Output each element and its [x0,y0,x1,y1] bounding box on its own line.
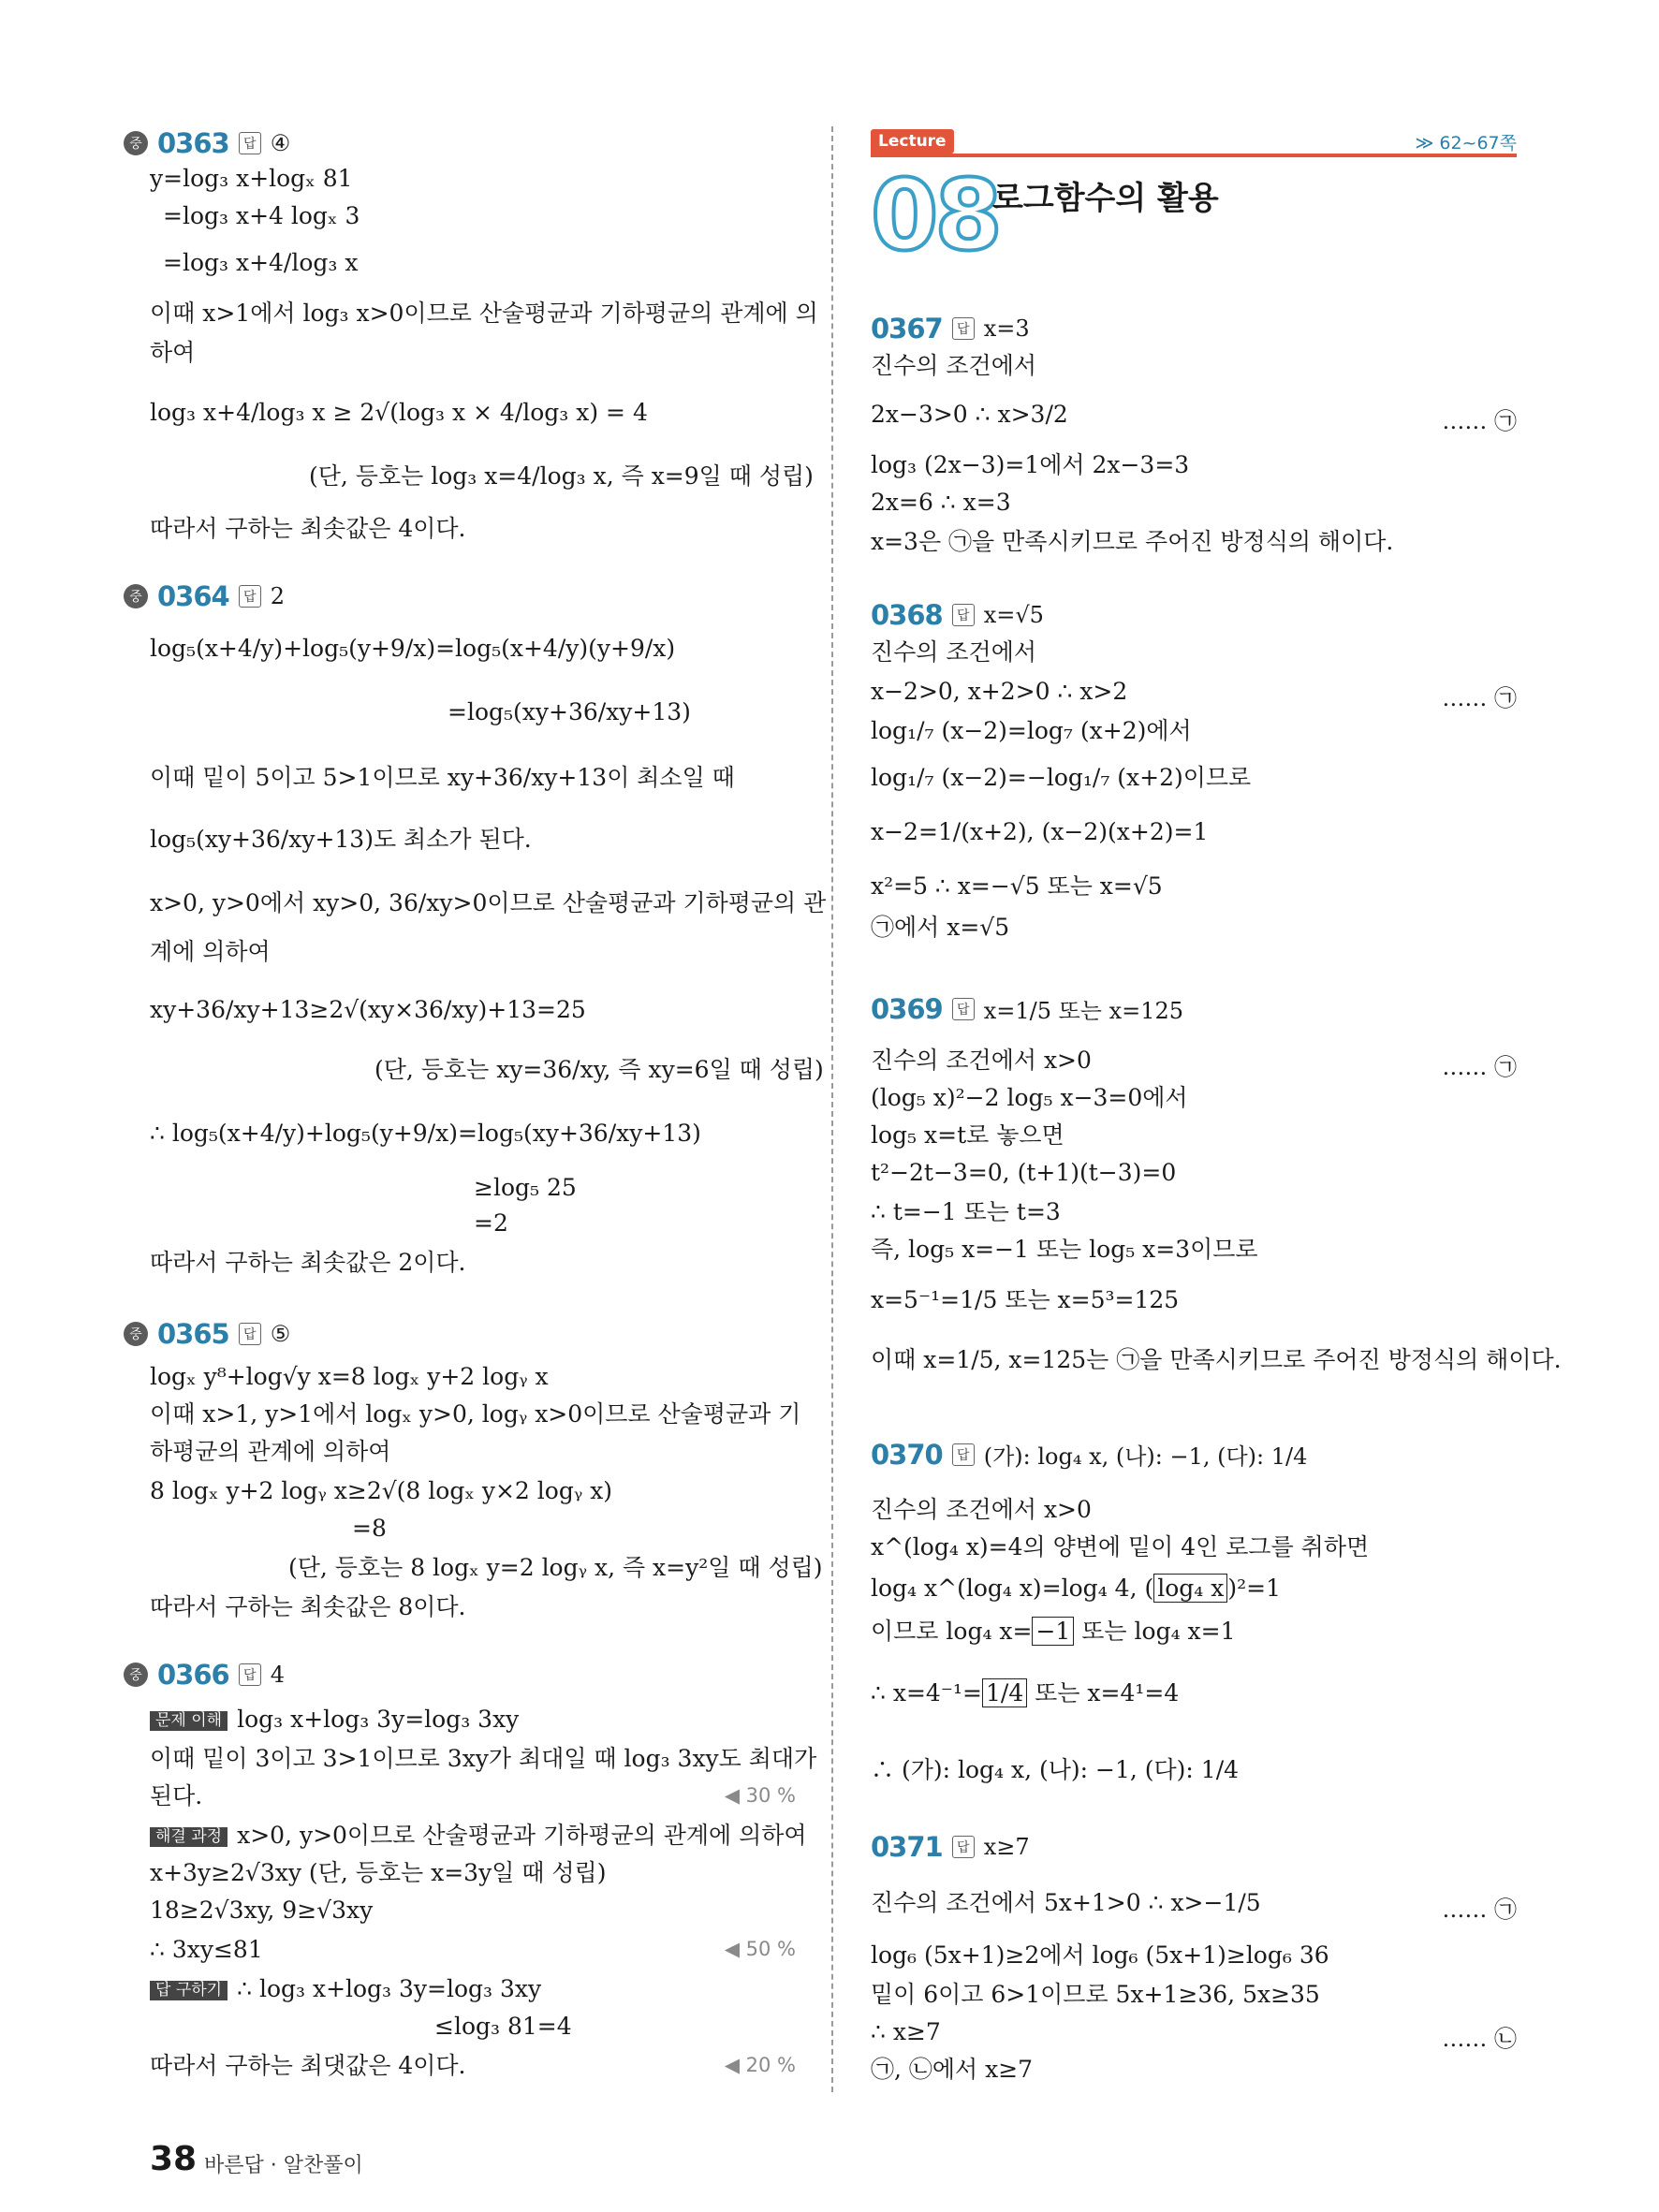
solution-line: 이때 x>1, y>1에서 logₓ y>0, logᵧ x>0이므로 산술평균과 기 [150,1400,801,1428]
solution-line: 따라서 구하는 최댓값은 4이다. [150,2052,466,2079]
solution-line: ∴ log₅(x+4/y)+log₅(y+9/x)=log₅(xy+36/xy+13) [150,1120,701,1147]
solution-line: 18≥2√3xy, 9≥√3xy [150,1897,374,1924]
solution-line: x²=5 ∴ x=−√5 또는 x=√5 [871,872,1163,900]
answer-value: x≥7 [983,1834,1030,1860]
answer-value: 2 [270,583,285,609]
condition-mark: …… ㉠ [1442,685,1517,711]
answer-icon: 답 [239,585,261,608]
solution-line: 된다. [150,1782,203,1809]
solution-line: xy+36/xy+13≥2√(xy×36/xy)+13=25 [150,996,586,1023]
solution-line: logₓ y⁸+log√y x=8 logₓ y+2 logᵧ x [150,1363,549,1390]
solution-line: 따라서 구하는 최솟값은 2이다. [150,1249,466,1276]
answer-value: ④ [270,130,291,156]
solution-line: y=log₃ x+logₓ 81 [150,165,353,192]
solution-line: =2 [474,1209,508,1237]
solution-line: ∴ t=−1 또는 t=3 [871,1198,1061,1225]
solution-line [871,1576,1281,1600]
problem-number: 0365 [157,1318,229,1350]
score-percent: ◀ 50 % [724,1938,796,1960]
solution-line: x−2>0, x+2>0 ∴ x>2 [871,678,1128,705]
solution-line: =log₃ x+4 logₓ 3 [163,202,360,229]
solution-line: x+3y≥2√3xy (단, 등호는 x=3y일 때 성립) [150,1859,607,1886]
solution-line: log₆ (5x+1)≥2에서 log₆ (5x+1)≥log₆ 36 [871,1941,1329,1969]
answer-icon: 답 [952,998,975,1020]
solution-line: =8 [352,1515,387,1542]
solution-line: x=3은 ㉠을 만족시키므로 주어진 방정식의 해이다. [871,528,1394,555]
condition-mark: …… ㉠ [1442,1054,1517,1080]
problem-number: 0371 [871,1831,943,1863]
blank-box: 1/4 [982,1678,1027,1707]
answer-value: x=√5 [983,602,1044,628]
difficulty-medal-icon: 중 [124,584,148,608]
problem-0365-header [124,1318,290,1350]
solution-line: 진수의 조건에서 x>0 [871,1496,1092,1523]
footer-title: 바른답 · 알찬풀이 [204,2154,363,2177]
problem-0370-header [871,1438,1307,1471]
problem-0363-header [124,127,290,159]
solution-line: log₃ x+log₃ 3y=log₃ 3xy [237,1706,520,1733]
step-tag: 해결 과정 [150,1827,228,1847]
lecture-tag: Lecture [871,129,954,154]
answer-value: x=3 [983,315,1030,342]
answer-icon: 답 [952,1443,975,1466]
solution-line: 하평균의 관계에 의하여 [150,1438,391,1465]
answer-value: (가): log₄ x, (나): −1, (다): 1/4 [983,1443,1308,1470]
text-part: 또는 log₄ x=1 [1074,1618,1236,1645]
column-divider [831,126,833,2092]
solution-line: 2x=6 ∴ x=3 [871,489,1011,516]
solution-line: ∴ x≥7 [871,2018,941,2045]
answer-icon: 답 [952,1836,975,1858]
solution-line: log₁/₇ (x−2)=log₇ (x+2)에서 [871,717,1192,744]
step-tag: 문제 이해 [150,1711,228,1731]
solution-line: ∴ log₃ x+log₃ 3y=log₃ 3xy [237,1975,542,2002]
solution-line: ≥log₅ 25 [474,1174,577,1201]
solution-line: 진수의 조건에서 [871,638,1036,666]
solution-step [150,1977,541,2000]
answer-icon: 답 [952,317,975,340]
condition-mark: …… ㉡ [1442,2026,1517,2052]
problem-number: 0363 [157,127,229,159]
difficulty-medal-icon: 중 [124,131,148,155]
problem-0369-header [871,992,1183,1025]
answer-value: 4 [270,1662,285,1688]
solution-line: 진수의 조건에서 5x+1>0 ∴ x>−1/5 [871,1889,1261,1916]
score-percent: ◀ 20 % [724,2054,796,2076]
score-percent: ◀ 30 % [724,1784,796,1807]
problem-0366-header [124,1659,285,1691]
solution-line: t²−2t−3=0, (t+1)(t−3)=0 [871,1159,1177,1186]
solution-line: x>0, y>0에서 xy>0, 36/xy>0이므로 산술평균과 기하평균의 관 [150,889,827,916]
difficulty-medal-icon: 중 [124,1663,148,1687]
blank-box: log₄ x [1153,1574,1227,1603]
solution-step [150,1707,519,1731]
solution-line: x−2=1/(x+2), (x−2)(x+2)=1 [871,818,1209,845]
text-part: ∴ x=4⁻¹= [871,1679,982,1707]
solution-line: 하여 [150,339,196,366]
solution-line: =log₃ x+4/log₃ x [163,249,359,276]
problem-number: 0367 [871,313,943,344]
text-part: log₄ x^(log₄ x)=log₄ 4, ( [871,1575,1154,1602]
solution-line: =log₅(xy+36/xy+13) [448,698,691,725]
answer-icon: 답 [239,1663,261,1686]
answer-value: x=1/5 또는 x=125 [983,998,1184,1024]
solution-line: x>0, y>0이므로 산술평균과 기하평균의 관계에 의하여 [237,1822,807,1849]
step-tag: 답 구하기 [150,1981,228,2000]
solution-line: ㉠에서 x=√5 [871,914,1010,941]
solution-line: 따라서 구하는 최솟값은 8이다. [150,1593,466,1620]
solution-line: 계에 의하여 [150,938,271,965]
answer-icon: 답 [239,1323,261,1345]
condition-mark: …… ㉠ [1442,1897,1517,1923]
solution-line: 즉, log₅ x=−1 또는 log₅ x=3이므로 [871,1236,1258,1263]
solution-line: 진수의 조건에서 x>0 [871,1047,1092,1074]
solution-line: ≤log₃ 81=4 [434,2013,572,2040]
text-part: 이므로 log₄ x= [871,1618,1033,1645]
solution-line: log₃ (2x−3)=1에서 2x−3=3 [871,451,1190,478]
problem-0371-header [871,1831,1030,1863]
solution-line: (단, 등호는 log₃ x=4/log₃ x, 즉 x=9일 때 성립) [309,462,814,490]
text-part: )²=1 [1227,1575,1281,1602]
solution-line: log₅(x+4/y)+log₅(y+9/x)=log₅(x+4/y)(y+9/x) [150,635,676,662]
solution-line: x=5⁻¹=1/5 또는 x=5³=125 [871,1286,1180,1313]
solution-line: (단, 등호는 xy=36/xy, 즉 xy=6일 때 성립) [374,1056,824,1083]
problem-number: 0370 [871,1438,943,1471]
solution-line: log₁/₇ (x−2)=−log₁/₇ (x+2)이므로 [871,764,1252,791]
page-reference: ≫ 62~67쪽 [1415,133,1517,154]
problem-0367-header [871,313,1030,344]
solution-line: (단, 등호는 8 logₓ y=2 logᵧ x, 즉 x=y²일 때 성립) [288,1554,823,1581]
solution-line: 2x−3>0 ∴ x>3/2 [871,401,1068,428]
problem-number: 0366 [157,1659,229,1691]
text-part: 또는 x=4¹=4 [1027,1679,1180,1707]
problem-number: 0364 [157,580,229,612]
solution-line: 이때 x>1에서 log₃ x>0이므로 산술평균과 기하평균의 관계에 의 [150,300,818,327]
answer-icon: 답 [239,132,261,154]
solution-line: 진수의 조건에서 [871,352,1036,379]
solution-line [871,1681,1179,1705]
solution-line: 이때 밑이 5이고 5>1이므로 xy+36/xy+13이 최소일 때 [150,764,735,791]
solution-line: 8 logₓ y+2 logᵧ x≥2√(8 logₓ y×2 logᵧ x) [150,1477,613,1504]
solution-line: ∴ 3xy≤81 [150,1936,263,1963]
answer-value: ⑤ [270,1321,291,1347]
solution-line: 밑이 6이고 6>1이므로 5x+1≥36, 5x≥35 [871,1981,1320,2008]
lecture-title: 로그함수의 활용 [992,180,1219,217]
problem-number: 0369 [871,992,943,1025]
solution-line: log₅ x=t로 놓으면 [871,1121,1064,1149]
difficulty-medal-icon: 중 [124,1322,148,1346]
solution-line: (log₅ x)²−2 log₅ x−3=0에서 [871,1084,1188,1111]
blank-box: −1 [1032,1617,1074,1646]
lecture-rule [871,154,1517,157]
solution-line: ㉠, ㉡에서 x≥7 [871,2056,1034,2083]
solution-line: ∴ (가): log₄ x, (나): −1, (다): 1/4 [871,1756,1240,1783]
solution-line: 이때 x=1/5, x=125는 ㉠을 만족시키므로 주어진 방정식의 해이다. [871,1346,1562,1373]
solution-line: log₃ x+4/log₃ x ≥ 2√(log₃ x × 4/log₃ x) = 4 [150,399,648,426]
solution-step [150,1824,807,1847]
solution-line: x^(log₄ x)=4의 양변에 밑이 4인 로그를 취하면 [871,1533,1370,1560]
solution-line [871,1619,1236,1643]
problem-0364-header [124,580,285,612]
lecture-number: 08 [871,158,999,272]
solution-line: 따라서 구하는 최솟값은 4이다. [150,515,466,542]
page-number: 38 [150,2140,198,2178]
problem-0368-header [871,599,1044,631]
problem-number: 0368 [871,599,943,631]
answer-icon: 답 [952,604,975,626]
condition-mark: …… ㉠ [1442,408,1517,434]
solution-line: log₅(xy+36/xy+13)도 최소가 된다. [150,826,532,853]
solution-line: 이때 밑이 3이고 3>1이므로 3xy가 최대일 때 log₃ 3xy도 최대가 [150,1745,817,1772]
